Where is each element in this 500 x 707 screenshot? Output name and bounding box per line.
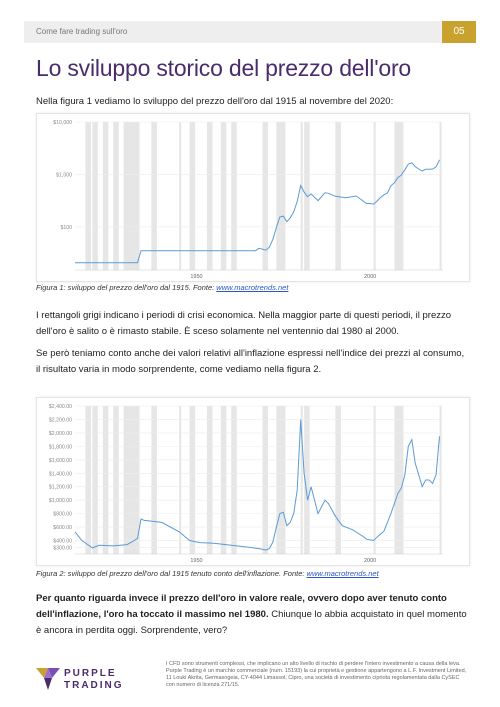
y-tick-label: $100 [60,224,72,231]
recession-band [92,122,98,270]
recession-band [221,406,227,554]
recession-band [221,122,227,270]
gold-real-price-chart-svg [37,398,469,565]
conclusion-normal: Chiunque lo abbia acquistato in quel momento è ancora in perdita oggi. Sorprendente, vero? [36,609,467,636]
y-tick-label: $1,400.00 [48,471,72,478]
recession-band [85,406,91,554]
recession-band [190,122,196,270]
y-tick-label: $1,200.00 [48,484,72,491]
y-tick-label: $1,000 [56,172,72,179]
page-number: 05 [442,21,476,43]
gold-price-chart-svg [37,114,469,281]
y-tick-label: $800.00 [53,511,72,518]
y-tick-label: $1,800.00 [48,444,72,451]
recession-band [394,122,403,270]
y-tick-label: $600.00 [53,525,72,532]
recession-band [440,406,442,554]
risk-disclaimer: I CFD sono strumenti complessi, che implicano un alto livello di rischio di perdere l'intero investimento a causa della leva. Purple Trading è un marchio commerciale (num. 15193) la cui proprietà e gestione appartengono a L.F. Investment Limited, 11 Louki Akrita, Germasogeia, CY-4044 Limassol, Cipro, una società di investimento cipriota regolamentata dalla CySEC con numero di licenza 271/15. [166,661,467,688]
recession-band [179,122,181,270]
figure2-source-link[interactable]: www.macrotrends.net [306,569,379,578]
y-tick-label: $10,000 [53,120,72,126]
y-tick-label: $2,200.00 [48,417,72,424]
figure1-source-link[interactable]: www.macrotrends.net [216,283,289,292]
recession-band [262,122,268,270]
breadcrumb: Come fare trading sull'oro [36,27,128,36]
recession-band [92,406,98,554]
recession-band [124,406,140,554]
page-header [0,21,500,43]
purple-trading-logo [36,666,126,696]
recession-band [374,406,376,554]
recession-band [335,406,341,554]
y-tick-label: $2,000.00 [48,430,72,437]
y-tick-label: $1,000.00 [48,498,72,505]
figure2-caption [36,569,379,578]
figure2-caption-text: Figura 2: sviluppo del prezzo dell'oro dal 1915 tenuto conto dell'inflazione. Fonte: [36,569,307,578]
paragraph-inflation: Se però teniamo conto anche dei valori relativi all'inflazione espressi nell'indice dei prezzi al consumo, il risultato varia in modo sorprendente, come vediamo nella figura 2. [36,348,465,375]
paragraph-conclusion [36,591,468,639]
y-tick-label: $2,400.00 [48,404,72,410]
recession-band [151,406,157,554]
conclusion-bold: Per quanto riguarda invece il prezzo dell'oro in valore reale, ovvero dopo aver tenuto conto dell'inflazione, l'oro ha toccato il massimo nel 1980. [36,593,447,620]
logo-line1: PURPLE [64,668,117,679]
recession-band [190,406,196,554]
paragraph-recessions: I rettangoli grigi indicano i periodi di crisi economica. Nella maggior parte di questi periodi, il prezzo dell'oro è salito o è rimasto stabile. È sceso solamente nel ventennio dal 1980 al 2000. [36,310,452,337]
y-tick-label: $1,600.00 [48,457,72,464]
recession-band [207,122,213,270]
intro-paragraph: Nella figura 1 vediamo lo sviluppo del prezzo dell'oro dal 1915 al novembre del 2020: [36,96,394,107]
y-tick-label: $300.00 [53,545,72,552]
recession-band [113,122,119,270]
figure1-caption [36,283,288,292]
figure1-caption-text: Figura 1: sviluppo del prezzo dell'oro dal 1915. Fonte: [36,283,217,292]
recession-band [301,122,303,270]
recession-band [124,122,140,270]
recession-band [262,406,268,554]
recession-band [394,406,403,554]
recession-band [207,406,213,554]
recession-band [276,406,285,554]
y-tick-label: $400.00 [53,538,72,545]
page-title: Lo sviluppo storico del prezzo dell'oro [36,55,412,81]
logo-line2: TRADING [64,680,124,691]
recession-band [113,406,119,554]
recession-band [374,122,376,270]
x-tick-label: 2000 [363,274,377,280]
recession-band [103,122,109,270]
gold-price-chart [36,113,470,282]
x-tick-label: 1950 [190,558,203,564]
recession-band [151,122,157,270]
gold-real-price-chart [36,397,470,566]
recession-band [103,406,109,554]
recession-band [231,122,237,270]
recession-band [440,122,442,270]
recession-band [85,122,91,270]
x-tick-label: 1950 [190,274,203,280]
x-tick-label: 2000 [363,558,377,564]
logo-gem-icon [36,668,60,690]
recession-band [231,406,237,554]
recession-band [276,122,285,270]
